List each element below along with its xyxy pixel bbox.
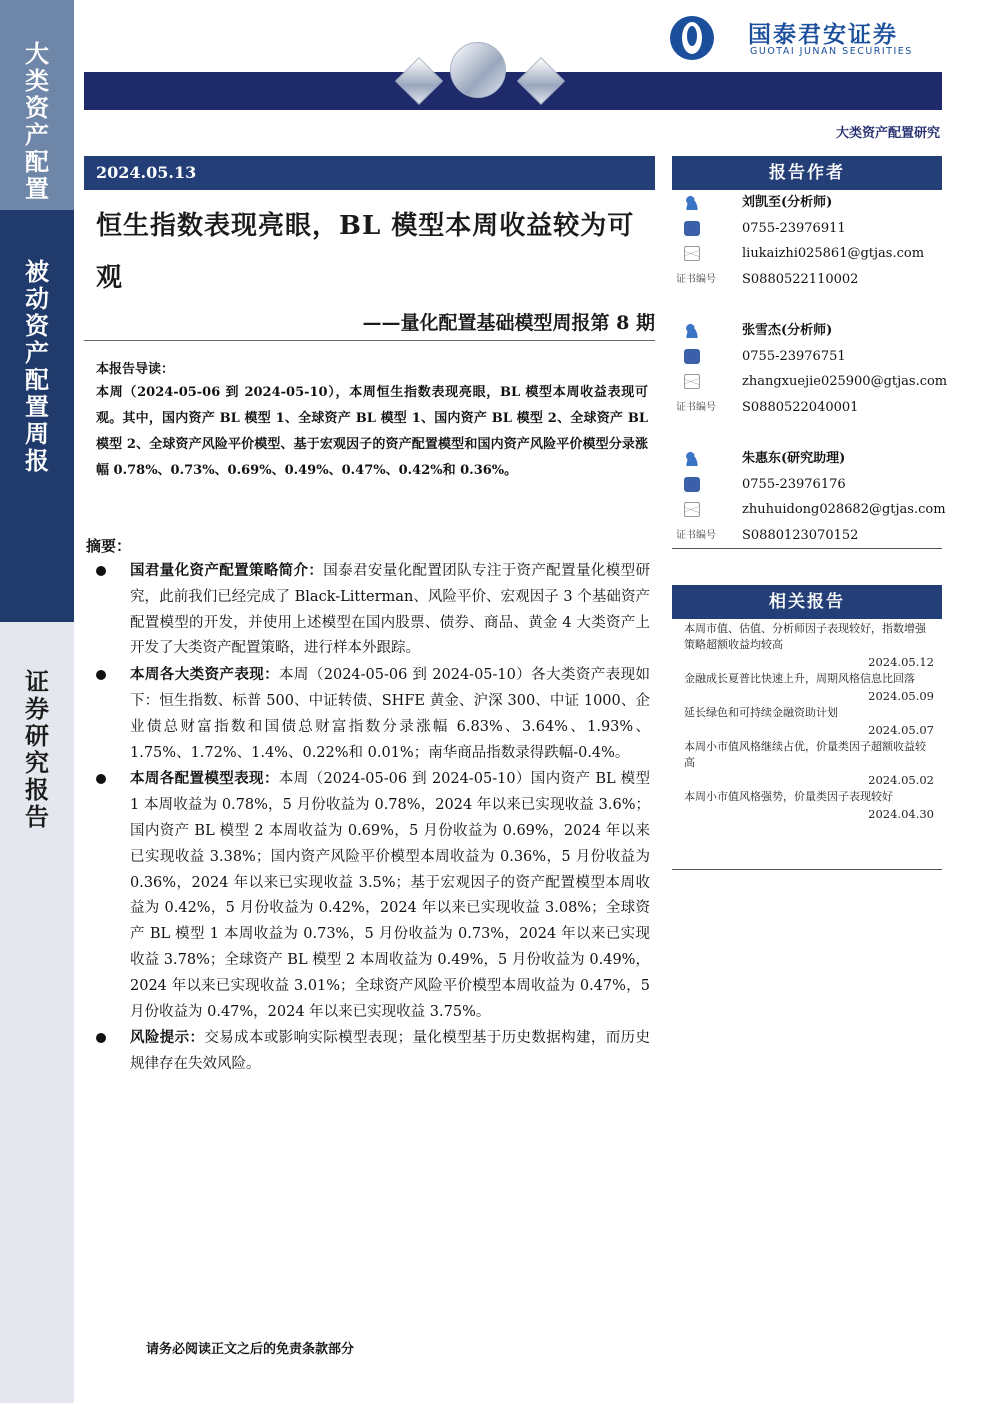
logo-text-en: GUOTAI JUNAN SECURITIES	[750, 46, 913, 57]
author-email[interactable]: liukaizhi025861@gtjas.com	[742, 246, 925, 261]
author-email[interactable]: zhangxuejie025900@gtjas.com	[742, 374, 948, 389]
bullet-icon	[96, 774, 106, 784]
phone-icon	[684, 349, 700, 364]
divider	[672, 548, 942, 549]
author-card	[672, 190, 942, 292]
person-icon	[684, 323, 700, 338]
related-report-title[interactable]: 金融成长夏普比快速上升，周期风格信息比回落	[684, 672, 915, 685]
related-report-date: 2024.04.30	[868, 807, 934, 821]
report-title: 恒生指数表现亮眼，BL 模型本周收益较为可观	[96, 211, 635, 293]
related-report-title[interactable]: 本周小市值风格强势，价量类因子表现较好	[684, 790, 893, 803]
related-report-date: 2024.05.02	[868, 773, 934, 787]
related-report-item[interactable]	[672, 789, 942, 823]
related-report-title[interactable]: 本周小市值风格继续占优，价量类因子超额收益较高	[684, 740, 926, 769]
related-report-item[interactable]	[672, 621, 942, 671]
author-name: 朱惠东(研究助理)	[742, 451, 846, 466]
divider	[672, 869, 942, 870]
mail-icon	[684, 246, 700, 261]
disclaimer-note: 请务必阅读正文之后的免责条款部分	[146, 1342, 355, 1357]
sidebar-report-type: 被动资产配置周报	[25, 257, 49, 475]
phone-icon	[684, 477, 700, 492]
person-icon	[684, 195, 700, 210]
diamond-icon	[450, 42, 506, 98]
related-report-title[interactable]: 本周市值、估值、分析师因子表现较好，指数增强策略超额收益均较高	[684, 622, 926, 651]
cert-label: 证书编号	[676, 529, 716, 541]
summary-item	[94, 662, 650, 766]
summary-item-body: 交易成本或影响实际模型表现；量化模型基于历史数据构建，而历史规律存在失效风险。	[130, 1030, 651, 1073]
summary-item-head: 本周各大类资产表现：	[130, 666, 280, 684]
related-report-date: 2024.05.09	[868, 689, 934, 703]
left-sidebar	[0, 0, 74, 1403]
report-subtitle: ——量化配置基础模型周报第 8 期	[362, 312, 655, 334]
divider	[84, 340, 655, 341]
person-icon	[684, 451, 700, 466]
authors-heading: 报告作者	[672, 156, 942, 190]
author-cert: S0880522110002	[742, 271, 859, 287]
mail-icon	[684, 374, 700, 389]
summary-item-head: 风险提示：	[130, 1029, 205, 1047]
author-name: 张雪杰(分析师)	[742, 323, 833, 338]
diamond-icon	[395, 57, 443, 105]
related-report-item[interactable]	[672, 739, 942, 789]
related-report-item[interactable]	[672, 705, 942, 739]
intro-text: 本周（2024-05-06 到 2024-05-10），本周恒生指数表现亮眼，BL 模型本周收益表现可观。其中，国内资产 BL 模型 1、全球资产 BL 模型 1、国内资产 BL 模型 2、全球资产 BL 模型 2、全球资产风险平价模型、基于宏观因子的资产配置模型和国内资产风险平价模型分录涨幅 0.78%、0.73%、0.69%、0.49%、0.47%、0.42%和 0.36%。	[96, 385, 648, 478]
author-cert: S0880522040001	[742, 399, 859, 415]
diamond-icon	[517, 57, 565, 105]
company-logo	[670, 14, 942, 62]
related-report-date: 2024.05.07	[868, 723, 934, 737]
cert-label: 证书编号	[676, 273, 716, 285]
summary-item-head: 本周各配置模型表现：	[130, 770, 279, 788]
cert-label: 证书编号	[676, 401, 716, 413]
author-name: 刘凯至(分析师)	[742, 195, 833, 210]
bullet-icon	[96, 670, 106, 680]
sidebar-doc-type: 证券研究报告	[25, 667, 49, 831]
summary-item-body: 本周（2024-05-06 到 2024-05-10）各大类资产表现如下：恒生指数、标普 500、中证转债、SHFE 黄金、沪深 300、中证 1000、企业债总财富指数和国债总财富指数分录涨幅 6.83%、3.64%、1.93%、1.75%、1.72%、1.4%、0.22%和 0.01%；南华商品指数录得跌幅-0.4%。	[130, 667, 650, 761]
bullet-icon	[96, 1033, 106, 1043]
author-cert: S0880123070152	[742, 527, 859, 543]
phone-icon	[684, 221, 700, 236]
summary-item-body: 国泰君安量化配置团队专注于资产配置量化模型研究，此前我们已经完成了 Black-Litterman、风险平价、宏观因子 3 个基础资产配置模型的开发，并使用上述模型在国内股票、债券、商品、黄金 4 大类资产上开发了大类资产配置策略，进行样本外跟踪。	[130, 563, 650, 657]
summary-list	[94, 558, 650, 1078]
author-email[interactable]: zhuhuidong028682@gtjas.com	[742, 502, 946, 517]
report-date: 2024.05.13	[84, 156, 655, 190]
intro-label: 本报告导读：	[96, 362, 175, 377]
related-heading: 相关报告	[672, 585, 942, 619]
sidebar-category: 大类资产配置	[25, 39, 49, 203]
summary-item	[94, 766, 650, 1025]
section-label: 大类资产配置研究	[835, 126, 940, 141]
author-phone: 0755-23976176	[742, 476, 846, 492]
author-phone: 0755-23976751	[742, 348, 846, 364]
author-phone: 0755-23976911	[742, 220, 846, 236]
diamond-decoration	[392, 38, 572, 110]
mail-icon	[684, 502, 700, 517]
summary-item-head: 国君量化资产配置策略简介：	[130, 562, 324, 579]
author-card	[672, 318, 948, 420]
related-report-item[interactable]	[672, 671, 942, 705]
related-list	[672, 621, 942, 823]
summary-item	[94, 1025, 650, 1078]
logo-text-cn: 国泰君安证券	[748, 22, 898, 48]
summary-label: 摘要：	[86, 537, 132, 555]
summary-item	[94, 558, 650, 662]
author-card	[672, 446, 946, 548]
related-report-date: 2024.05.12	[868, 655, 934, 669]
related-report-title[interactable]: 延长绿色和可持续金融资助计划	[684, 706, 838, 719]
summary-item-body: 本周（2024-05-06 到 2024-05-10）国内资产 BL 模型 1 本周收益为 0.78%，5 月份收益为 0.78%，2024 年以来已实现收益 3.6%；国内资产 BL 模型 2 本周收益为 0.69%，5 月份收益为 0.69%，2024 年以来已实现收益 3.38%；国内资产风险平价模型本周收益为 0.36%，5 月份收益为 0.36%，2024 年以来已实现收益 3.5%；基于宏观因子的资产配置模型本周收益为 0.42%，5 月份收益为 0.42%，2024 年以来已实现收益 3.08%；全球资产 BL 模型 1 本周收益为 0.73%，5 月份收益为 0.73%，2024 年以来已实现收益 3.78%；全球资产 BL 模型 2 本周收益为 0.49%，5 月份收益为 0.49%，2024 年以来已实现收益 3.01%；全球资产风险平价模型本周收益为 0.47%，5 月份收益为 0.47%，2024 年以来已实现收益 3.75%。	[130, 771, 650, 1020]
bullet-icon	[96, 566, 106, 576]
